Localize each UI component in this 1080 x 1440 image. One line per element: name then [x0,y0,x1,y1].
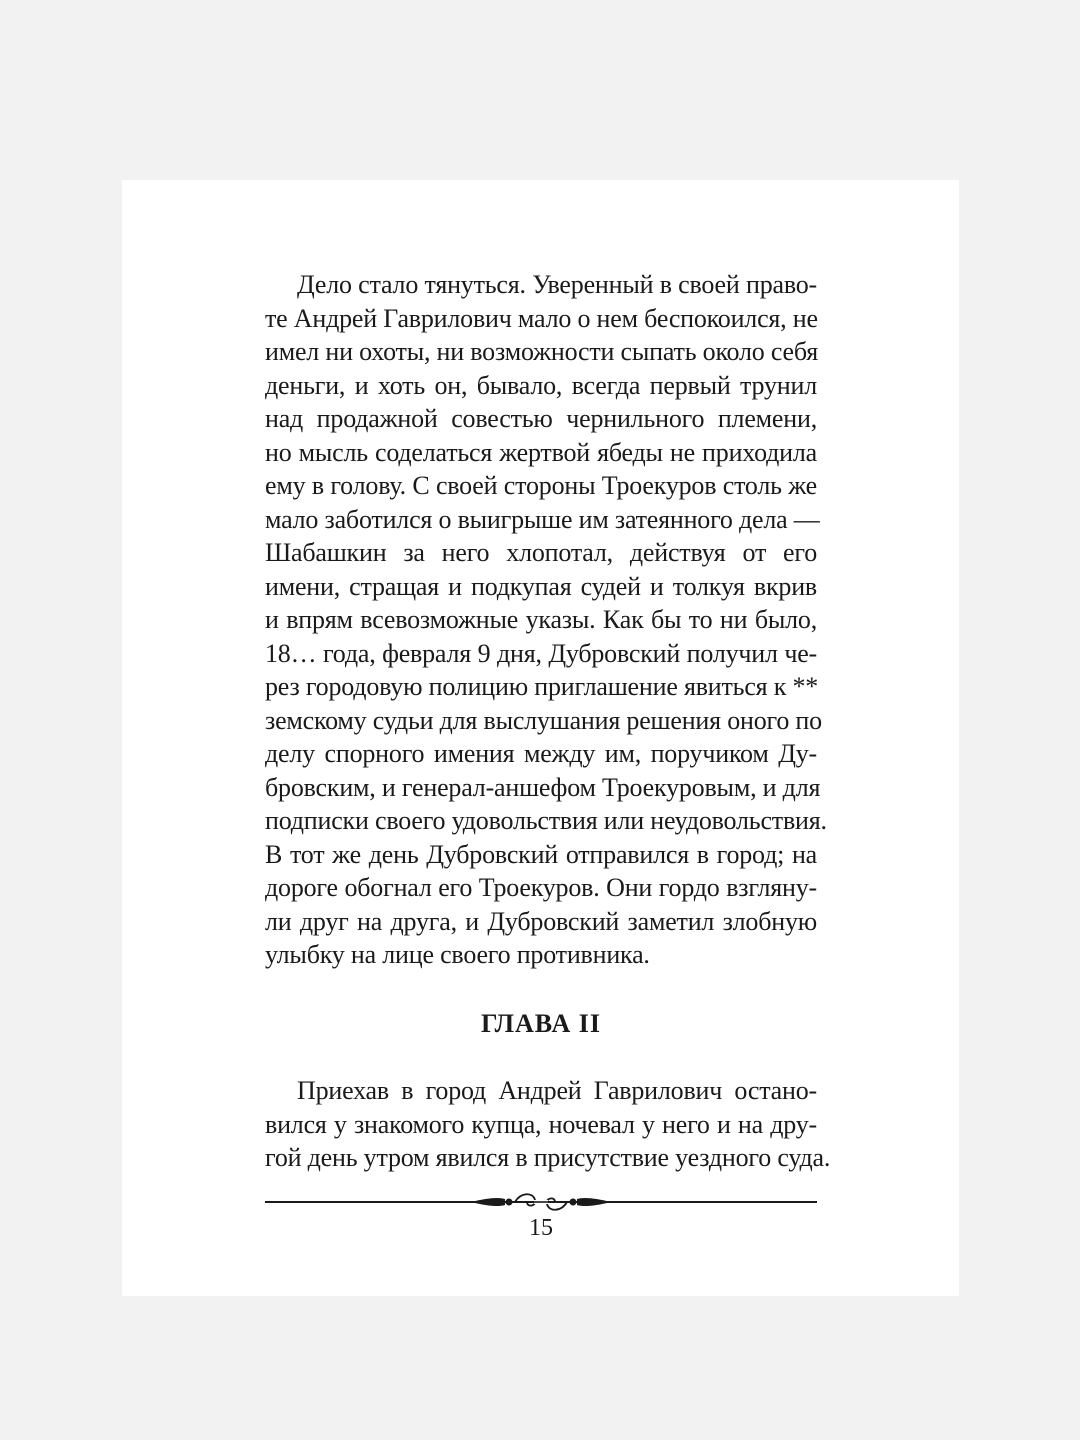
chapter-heading: ГЛАВА II [481,1009,601,1038]
text-line: делу спорного имения между им, поручиком Ду- [265,739,817,768]
text-line: дороге обогнал его Троекуров. Они гордо взгляну- [265,873,817,902]
ornamental-divider-icon [265,1190,817,1214]
paragraph-2 [265,1074,831,1175]
text-line: мало заботился о выигрыше им затеянного дела — [265,504,820,534]
text-line: 18… года, февраля 9 дня, Дубровский получил че- [265,638,817,668]
page-number: 15 [529,1215,553,1241]
text-line: Приехав в город Андрей Гаврилович остано- [297,1076,817,1105]
text-line: ему в голову. С своей стороны Троекуров столь же [265,471,817,500]
text-line: и впрям всевозможные указы. Как бы то ни было, [265,605,817,634]
text-line: имел ни охоты, ни возможности сыпать около себя [265,337,819,366]
text-line: вился у знакомого купца, ночевал у него и на дру- [265,1109,817,1139]
text-line: улыбку на лице своего противника. [265,940,650,969]
text-line: Дело стало тянуться. Уверенный в своей право- [297,270,817,299]
paragraph-1 [265,268,827,972]
text-line: Шабашкин за него хлопотал, действуя от его [265,538,817,567]
text-line: бровским, и генерал-аншефом Троекуровым, и для [265,772,821,802]
text-line: гой день утром явился в присутствие уездного суда. [265,1143,831,1172]
text-line: имени, стращая и подкупая судей и толкуя вкрив [265,571,817,601]
text-line: подписки своего удовольствия или неудовольствия. [265,806,827,835]
book-page [122,180,959,1296]
text-line: ли друг на друга, и Дубровский заметил злобную [265,906,817,936]
text-line: над продажной совестью чернильного племени, [265,404,817,433]
text-line: но мысль соделаться жертвой ябеды не приходила [265,437,817,467]
text-line: рез городовую полицию приглашение явиться к ** [265,672,819,701]
text-line: те Андрей Гаврилович мало о нем беспокоился, не [265,303,818,333]
text-line: В тот же день Дубровский отправился в город; на [265,839,817,869]
text-line: земскому судьи для выслушания решения оного по [265,705,822,735]
text-line: деньги, и хоть он, бывало, всегда первый трунил [265,370,817,400]
